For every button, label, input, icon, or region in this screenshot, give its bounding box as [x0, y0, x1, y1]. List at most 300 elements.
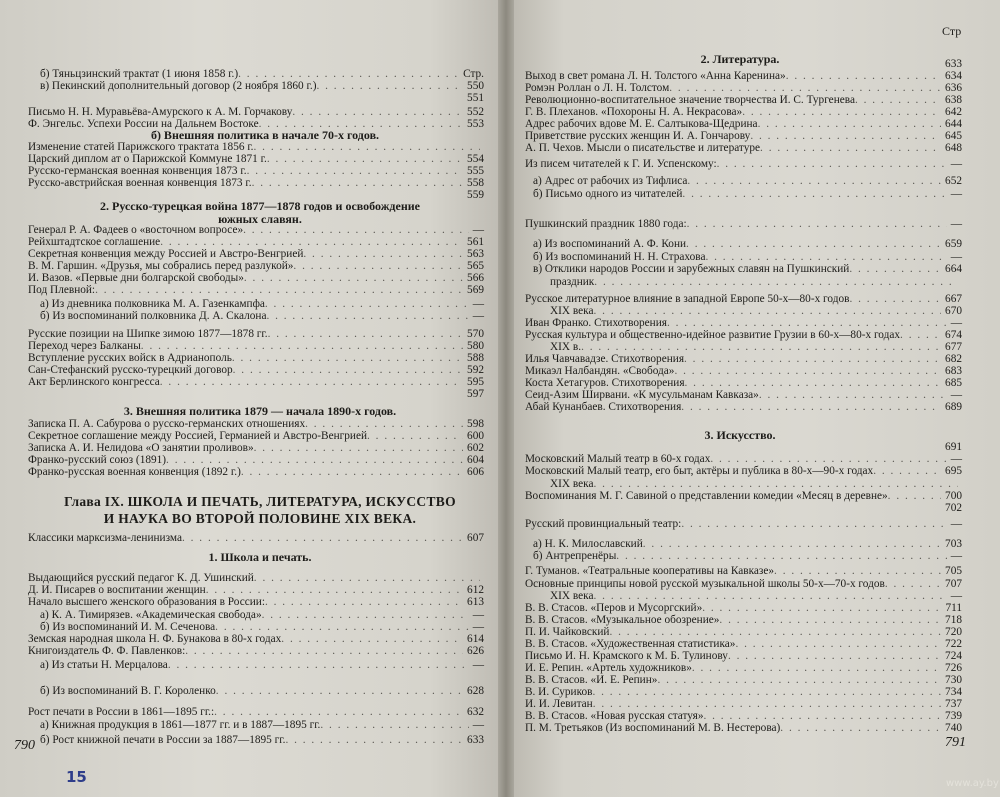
right-page-number: 645 [945, 130, 962, 142]
left-dot-leader [265, 298, 469, 310]
left-toc-entry [28, 376, 484, 388]
left-dot-leader [367, 430, 463, 442]
right-toc-entry [525, 662, 962, 674]
right-dot-leader [684, 353, 941, 365]
right-dot-leader [786, 70, 941, 82]
left-entry-title: б) Из воспоминаний В. Г. Короленко [40, 685, 216, 697]
left-page-number: — [472, 298, 484, 310]
left-dot-leader [185, 645, 463, 657]
left-toc-entry [28, 466, 484, 478]
right-page-number: 739 [945, 710, 962, 722]
left-dot-leader [243, 224, 469, 236]
left-toc-entry [28, 177, 484, 189]
right-entry-title: И. Е. Репин. «Артель художников» [525, 662, 692, 674]
left-entry-title: Под Плевной: [28, 284, 96, 296]
right-entry-title: Иван Франко. Стихотворения [525, 317, 667, 329]
left-page-number: 597 [467, 388, 484, 400]
left-toc-entry [28, 141, 484, 153]
right-dot-leader [702, 602, 941, 614]
right-dot-leader [594, 478, 958, 490]
right-page-number: — [950, 188, 962, 200]
right-dot-leader [774, 565, 941, 577]
right-dot-leader [750, 130, 941, 142]
left-dot-leader [216, 685, 463, 697]
right-heading-1: 2. Литература. [700, 52, 780, 66]
left-dot-leader [268, 328, 463, 340]
right-page-number: 726 [945, 662, 962, 674]
watermark: www.ay.by [946, 778, 999, 789]
right-dot-leader [719, 614, 941, 626]
right-entry-title: В. В. Стасов. «Перов и Мусоргский» [525, 602, 703, 614]
left-heading-4: 1. Школа и печать. [208, 550, 312, 564]
right-entry-title: XIX века [550, 590, 594, 602]
right-toc-entry [525, 130, 962, 142]
left-page-number: 580 [467, 340, 484, 352]
left-page-number: 566 [467, 272, 484, 284]
left-dot-leader [214, 706, 463, 718]
right-toc-entry [525, 502, 962, 514]
left-page-number: 612 [467, 584, 484, 596]
left-heading-2a: 2. Русско-турецкая война 1877—1878 годов и освобождение [100, 199, 420, 213]
right-page-number: 740 [945, 722, 962, 734]
left-dot-leader [285, 734, 463, 746]
right-toc-entry [533, 251, 962, 263]
left-entry-title: В. М. Гаршин. «Друзья, мы собрались перед разлукой» [28, 260, 294, 272]
left-dot-leader [254, 442, 463, 454]
right-dot-leader [705, 251, 946, 263]
left-entry-title: И. Вазов. «Первые дни болгарской свободы» [28, 272, 244, 284]
right-toc-entry [550, 305, 962, 317]
left-dot-leader [244, 272, 463, 284]
right-entry-title: В. В. Стасов. «И. Е. Репин» [525, 674, 658, 686]
left-toc-entry [28, 340, 484, 352]
right-toc-entry [525, 218, 962, 230]
right-entry-title: В. В. Стасов. «Художественная статистика» [525, 638, 736, 650]
right-entry-title: Основные принципы новой русской музыкальной школы 50-х—70-х годов [525, 578, 885, 590]
right-toc-entry [533, 550, 962, 562]
right-entry-title: А. П. Чехов. Мысли о писательстве и литературе [525, 142, 761, 154]
left-dot-leader [95, 284, 463, 296]
right-dot-leader [849, 263, 941, 275]
right-toc-entry [525, 626, 962, 638]
left-toc-entry [40, 621, 484, 633]
right-page-number: — [950, 251, 962, 263]
right-page-number: 703 [945, 538, 962, 550]
right-entry-title: XIX века [550, 305, 594, 317]
left-page-number: — [472, 659, 484, 671]
left-dot-leader [168, 659, 469, 671]
right-dot-leader [594, 590, 947, 602]
left-toc-entry [28, 272, 484, 284]
left-dot-leader [265, 596, 463, 608]
right-entry-title: Из писем читателей к Г. И. Успенскому: [525, 158, 717, 170]
left-entry-title: б) Из воспоминаний полковника Д. А. Скалона [40, 310, 267, 322]
left-toc-entry [40, 92, 484, 104]
left-dot-leader [316, 80, 463, 92]
right-entry-title: Сеид-Азим Ширвани. «К мусульманам Кавказа» [525, 389, 759, 401]
left-entry-title: Книгоиздатель Ф. Ф. Павленков: [28, 645, 186, 657]
right-dot-leader [888, 490, 941, 502]
right-toc-entry [525, 106, 962, 118]
right-page-number: 682 [945, 353, 962, 365]
left-page-number: — [472, 224, 484, 236]
left-dot-leader [254, 572, 480, 584]
right-toc-entry [525, 698, 962, 710]
left-heading-1: б) Внешняя политика в начале 70-х годов. [150, 128, 380, 142]
left-toc-entry [28, 706, 484, 718]
left-dot-leader [215, 621, 469, 633]
left-toc-entry [28, 165, 484, 177]
left-page-number: 554 [467, 153, 484, 165]
left-dot-leader [252, 177, 463, 189]
right-entry-title: Русский провинциальный театр: [525, 518, 682, 530]
right-toc-entry [525, 614, 962, 626]
right-toc-entry [525, 118, 962, 130]
left-toc-entry [40, 80, 484, 92]
right-toc-entry [550, 590, 962, 602]
right-toc-entry [533, 263, 962, 275]
right-page-number: 718 [945, 614, 962, 626]
right-entry-title: Абай Кунанбаев. Стихотворения [525, 401, 682, 413]
left-heading-2b: южных славян. [218, 212, 302, 226]
left-page-number: 563 [467, 248, 484, 260]
left-toc-entry [28, 189, 484, 201]
right-toc-entry [525, 518, 962, 530]
right-dot-leader [849, 293, 941, 305]
left-page-number: 628 [467, 685, 484, 697]
left-toc-entry [28, 633, 484, 645]
right-dot-leader [674, 365, 941, 377]
right-toc-entry [525, 389, 962, 401]
left-entry-title: Франко-русская военная конвенция (1892 г.) [28, 466, 241, 478]
left-entry-title: а) Из дневника полковника М. А. Газенкампфа [40, 298, 265, 310]
right-toc-entry [550, 478, 962, 490]
right-toc-entry [533, 188, 962, 200]
left-toc-entry [40, 734, 484, 746]
left-page-number: 569 [467, 284, 484, 296]
left-page-number: 555 [467, 165, 484, 177]
right-dot-leader [681, 401, 941, 413]
right-entry-title: Письмо И. Н. Крамского к М. Б. Тулинову [525, 650, 728, 662]
chapter-title-line-2: И НАУКА ВО ВТОРОЙ ПОЛОВИНЕ XIX ВЕКА. [103, 511, 417, 526]
left-toc-entry [28, 645, 484, 657]
right-page-number: 685 [945, 377, 962, 389]
left-entry-title: а) К. А. Тимирязев. «Академическая свобода» [40, 609, 262, 621]
left-toc-entry [28, 328, 484, 340]
right-toc-entry [525, 58, 962, 70]
right-page-number: — [950, 550, 962, 562]
left-page-number: 607 [467, 532, 484, 544]
right-entry-title: В. В. Стасов. «Музыкальное обозрение» [525, 614, 720, 626]
right-entry-title: П. И. Чайковский [525, 626, 610, 638]
left-page-number: 570 [467, 328, 484, 340]
left-toc-entry [40, 609, 484, 621]
left-dot-leader [247, 165, 463, 177]
right-entry-title: а) Из воспоминаний А. Ф. Кони [533, 238, 687, 250]
right-dot-leader [667, 317, 947, 329]
right-dot-leader [681, 518, 946, 530]
left-dot-leader [303, 248, 463, 260]
right-entry-title: Адрес рабочих вдове М. Е. Салтыкова-Щедрина [525, 118, 758, 130]
left-dot-leader [182, 532, 463, 544]
left-entry-title: Сан-Стефанский русско-турецкий договор [28, 364, 233, 376]
left-page-number: 633 [467, 734, 484, 746]
left-dot-leader [233, 364, 463, 376]
left-entry-title: Переход через Балканы [28, 340, 141, 352]
right-toc-entry [525, 490, 962, 502]
right-dot-leader [682, 188, 946, 200]
handwritten-number: 15 [66, 768, 87, 786]
left-dot-leader [292, 106, 463, 118]
right-toc-entry [533, 175, 962, 187]
left-dot-leader [320, 719, 468, 731]
right-toc-entry [525, 329, 962, 341]
left-page-number: — [472, 310, 484, 322]
right-dot-leader [885, 578, 941, 590]
left-heading-3: 3. Внешняя политика 1879 — начала 1890-х годов. [123, 404, 397, 418]
left-toc-entry [28, 596, 484, 608]
book-gutter [498, 0, 514, 797]
right-toc-entry [525, 82, 962, 94]
right-page-number: 700 [945, 490, 962, 502]
right-entry-title: Воспоминания М. Г. Савиной о представлении комедии «Месяц в деревне» [525, 490, 888, 502]
left-page-number: 602 [467, 442, 484, 454]
left-toc-entry [40, 685, 484, 697]
right-page-number: 648 [945, 142, 962, 154]
right-page-number: 702 [945, 502, 962, 514]
right-page-number: 720 [945, 626, 962, 638]
right-entry-title: Микаэл Налбандян. «Свобода» [525, 365, 675, 377]
right-page-number: 638 [945, 94, 962, 106]
left-toc-entry [28, 584, 484, 596]
left-dot-leader [293, 260, 463, 272]
right-entry-title: Русская культура и общественно-идейное развитие Грузии в 60-х—80-х годах [525, 329, 901, 341]
right-dot-leader [594, 276, 958, 288]
left-dot-leader [281, 633, 463, 645]
left-toc-entry [28, 352, 484, 364]
right-page-number: — [950, 590, 962, 602]
left-entry-title: а) Из статьи Н. Мерцалова [40, 659, 168, 671]
right-dot-leader [669, 82, 941, 94]
right-page-number: 636 [945, 82, 962, 94]
left-dot-leader [241, 466, 463, 478]
right-entry-title: а) Адрес от рабочих из Тифлиса [533, 175, 688, 187]
right-toc-entry [525, 401, 962, 413]
right-entry-title: б) Из воспоминаний Н. Н. Страхова [533, 251, 706, 263]
right-toc-entry [525, 70, 962, 82]
left-dot-leader [141, 340, 463, 352]
right-dot-leader [760, 142, 941, 154]
left-toc-entry [28, 236, 484, 248]
right-toc-entry [525, 317, 962, 329]
right-page-number: — [950, 158, 962, 170]
right-entry-title: в) Отклики народов России и зарубежных славян на Пушкинский [533, 263, 850, 275]
right-dot-leader [710, 453, 946, 465]
right-page-number: 705 [945, 565, 962, 577]
right-toc-entry [525, 602, 962, 614]
right-entry-title: Русское литературное влияние в западной Европе 50-х—80-х годов [525, 293, 850, 305]
right-page-number: — [950, 518, 962, 530]
right-dot-leader [742, 106, 941, 118]
right-toc-entry [525, 465, 962, 477]
left-toc-entry [28, 388, 484, 400]
left-entry-title: Записка А. И. Нелидова «О занятии проливов» [28, 442, 254, 454]
right-folio: 791 [945, 735, 966, 750]
right-entry-title: Г. В. Плеханов. «Похороны Н. А. Некрасова» [525, 106, 743, 118]
right-dot-leader [780, 722, 941, 734]
left-entry-title: Ф. Энгельс. Успехи России на Дальнем Востоке [28, 118, 259, 130]
right-toc-entry [525, 158, 962, 170]
left-toc-entry [28, 430, 484, 442]
left-page-number: 559 [467, 189, 484, 201]
right-toc-entry [525, 565, 962, 577]
right-entry-title: Илья Чавчавадзе. Стихотворения [525, 353, 685, 365]
right-entry-title: Коста Хетагуров. Стихотворения [525, 377, 685, 389]
right-dot-leader [692, 662, 941, 674]
left-dot-leader [160, 376, 463, 388]
right-entry-title: Ромэн Роллан о Л. Н. Толстом [525, 82, 670, 94]
right-entry-title: б) Письмо одного из читателей [533, 188, 683, 200]
right-dot-leader [735, 638, 941, 650]
right-dot-leader [758, 118, 941, 130]
left-entry-title: Царский диплом ат о Парижской Коммуне 1871 г. [28, 153, 267, 165]
left-page-number: 553 [467, 118, 484, 130]
left-page-number: 626 [467, 645, 484, 657]
right-dot-leader [873, 465, 941, 477]
right-entry-title: В. И. Суриков [525, 686, 593, 698]
right-page-number: 677 [945, 341, 962, 353]
left-entry-title: Франко-русский союз (1891) [28, 454, 167, 466]
right-top-label: Стр [942, 24, 962, 38]
left-entry-title: Выдающийся русский педагог К. Д. Ушинский [28, 572, 254, 584]
right-dot-leader [685, 377, 942, 389]
right-heading-2: 3. Искусство. [704, 428, 776, 442]
right-entry-title: а) Н. К. Милославский [533, 538, 643, 550]
left-toc-entry [40, 310, 484, 322]
right-toc-entry [525, 650, 962, 662]
right-dot-leader [593, 698, 941, 710]
left-dot-leader [238, 68, 459, 80]
left-toc-entry [28, 532, 484, 544]
right-entry-title: праздник [550, 276, 595, 288]
right-toc-entry [533, 538, 962, 550]
left-page-number: 632 [467, 706, 484, 718]
left-toc-entry [40, 719, 484, 731]
right-page-number: 683 [945, 365, 962, 377]
left-entry-title: а) Книжная продукция в 1861—1877 гг. и в 1887—1895 гг. [40, 719, 321, 731]
right-page-number: 667 [945, 293, 962, 305]
right-entry-title: XIX в. [550, 341, 582, 353]
left-page-number: 595 [467, 376, 484, 388]
right-toc-entry [550, 276, 962, 288]
right-toc-entry [525, 686, 962, 698]
right-page-number: — [950, 317, 962, 329]
left-toc-entry [28, 248, 484, 260]
left-page-number: 550 [467, 80, 484, 92]
left-toc-entry [28, 418, 484, 430]
right-page-number: 664 [945, 263, 962, 275]
left-entry-title: Вступление русских войск в Адрианополь [28, 352, 232, 364]
right-entry-title: Пушкинский праздник 1880 года: [525, 218, 687, 230]
left-toc-entry [40, 68, 484, 80]
left-page-number: 600 [467, 430, 484, 442]
right-dot-leader [609, 626, 941, 638]
right-dot-leader [687, 218, 947, 230]
right-dot-leader [759, 389, 947, 401]
right-dot-leader [855, 94, 941, 106]
left-toc-entry [40, 659, 484, 671]
right-dot-leader [686, 238, 941, 250]
right-toc-entry [525, 94, 962, 106]
left-entry-title: Классики марксизма-ленинизма [28, 532, 182, 544]
right-page-number: — [950, 389, 962, 401]
left-dot-leader [305, 418, 463, 430]
right-page-number: 722 [945, 638, 962, 650]
left-toc-entry [28, 224, 484, 236]
left-page-number: 558 [467, 177, 484, 189]
right-page-number: 711 [945, 602, 962, 614]
left-toc-entry [28, 260, 484, 272]
left-page-number: Стр. [463, 68, 484, 80]
right-toc-entry [525, 722, 962, 734]
left-page-number: — [472, 719, 484, 731]
right-page-number: 730 [945, 674, 962, 686]
left-folio: 790 [14, 738, 35, 753]
chapter-title-line-1: Глава IX. ШКОЛА И ПЕЧАТЬ, ЛИТЕРАТУРА, ИСКУССТВО [64, 494, 456, 509]
left-entry-title: Д. И. Писарев о воспитании женщин [28, 584, 206, 596]
right-toc-entry [525, 293, 962, 305]
right-entry-title: Приветствие русских женщин И. А. Гончарову [525, 130, 751, 142]
right-dot-leader [900, 329, 941, 341]
left-page-number: 561 [467, 236, 484, 248]
left-page-number: 606 [467, 466, 484, 478]
right-toc-entry [525, 638, 962, 650]
left-dot-leader [266, 310, 468, 322]
left-dot-leader [267, 153, 463, 165]
left-entry-title: б) Тяньцзинский трактат (1 июня 1858 г.) [40, 68, 239, 80]
left-page-number: 552 [467, 106, 484, 118]
left-entry-title: Русско-австрийская военная конвенция 1873 г. [28, 177, 252, 189]
right-dot-leader [594, 305, 942, 317]
right-page-number: 737 [945, 698, 962, 710]
right-dot-leader [717, 158, 947, 170]
right-toc-entry [550, 341, 962, 353]
right-entry-title: В. В. Стасов. «Новая русская статуя» [525, 710, 704, 722]
right-toc-entry [525, 578, 962, 590]
left-dot-leader [206, 584, 463, 596]
right-page-number: 707 [945, 578, 962, 590]
left-page-number: 565 [467, 260, 484, 272]
left-page-number: 551 [467, 92, 484, 104]
left-entry-title: Генерал Р. А. Фадеев о «восточном вопросе» [28, 224, 244, 236]
right-toc-entry [525, 377, 962, 389]
right-page-number: 634 [945, 70, 962, 82]
left-dot-leader [254, 141, 480, 153]
left-entry-title: Русско-германская военная конвенция 1873 г. [28, 165, 247, 177]
left-entry-title: Изменение статей Парижского трактата 1856 г. [28, 141, 254, 153]
left-toc-entry [28, 153, 484, 165]
right-page-number: — [950, 218, 962, 230]
left-toc-entry [28, 442, 484, 454]
right-page-number: 659 [945, 238, 962, 250]
right-page-number: 724 [945, 650, 962, 662]
left-entry-title: Земская народная школа Н. Ф. Бунакова в 80-х годах [28, 633, 282, 645]
right-entry-title: Выход в свет романа Л. Н. Толстого «Анна Каренина» [525, 70, 786, 82]
right-toc-entry [525, 142, 962, 154]
right-entry-title: Г. Туманов. «Театральные кооперативы на Кавказе» [525, 565, 775, 577]
left-dot-leader [232, 352, 463, 364]
right-page-number: — [950, 453, 962, 465]
